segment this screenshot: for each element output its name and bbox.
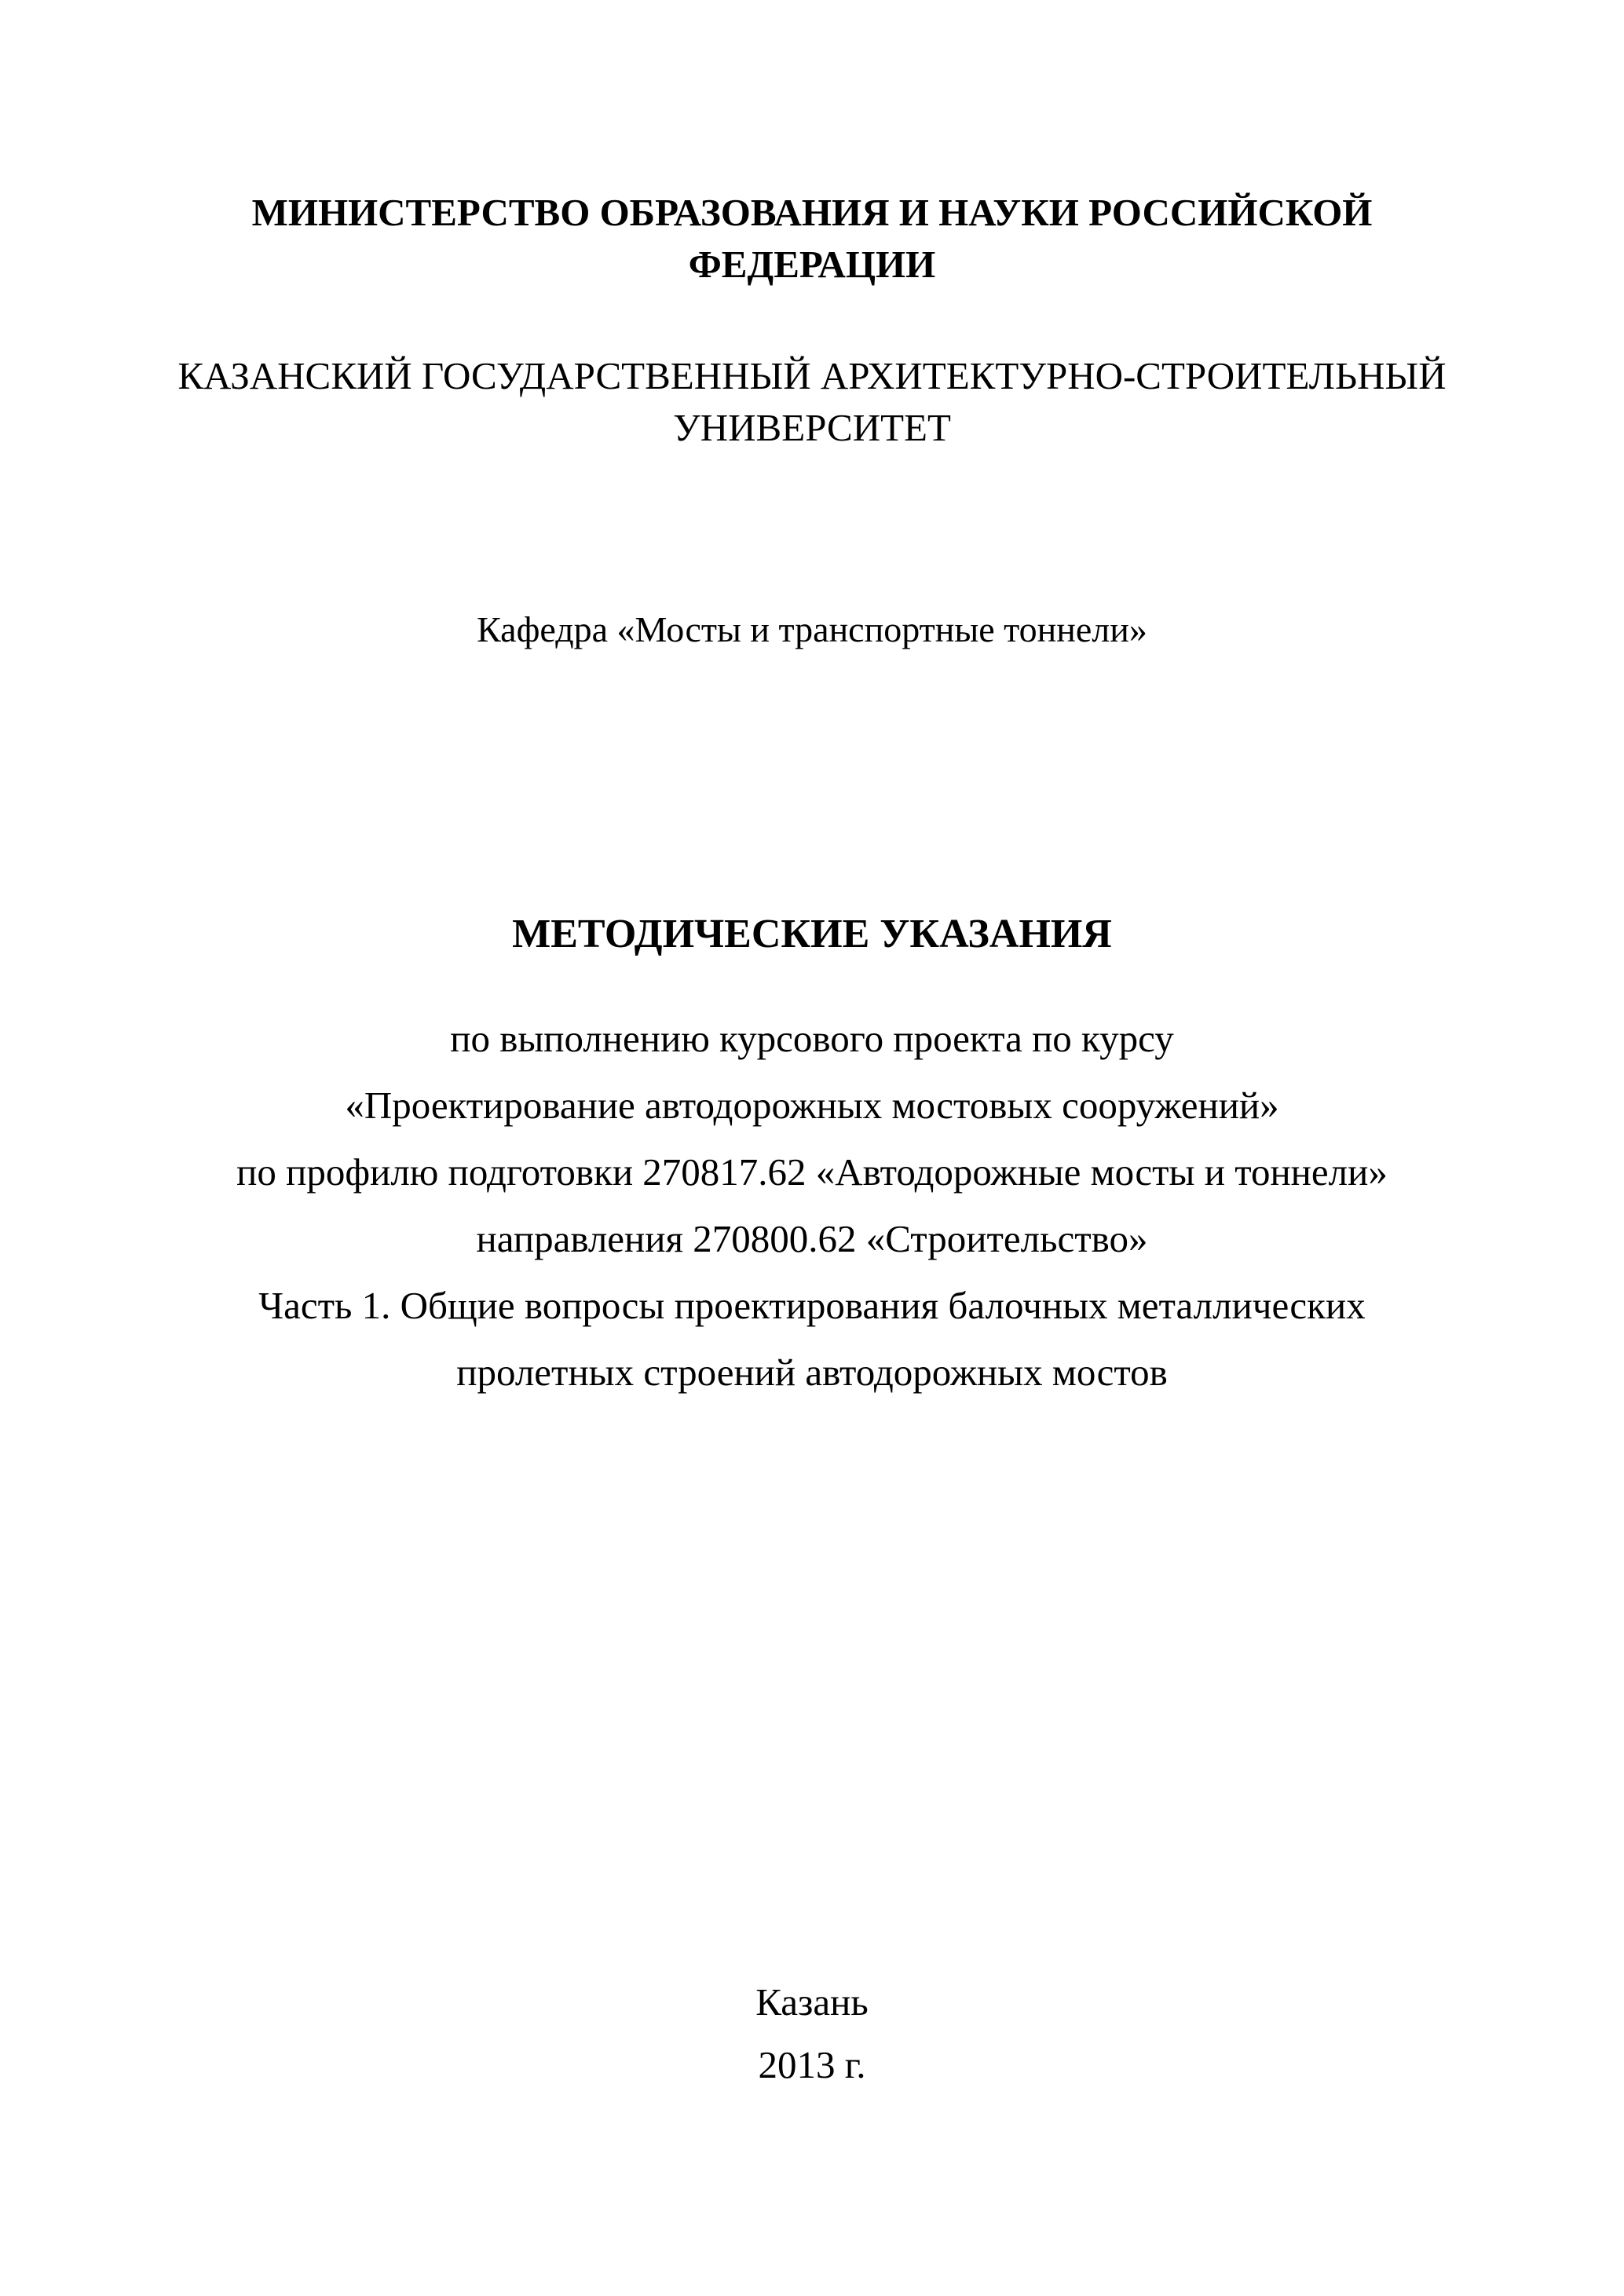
ministry-heading — [0, 187, 1624, 291]
subtitle-line: по выполнению курсового проекта по курсу — [450, 1017, 1174, 1060]
document-subtitle — [0, 1005, 1624, 1406]
subtitle-line: Часть 1. Общие вопросы проектирования балочных металлических — [258, 1284, 1366, 1327]
imprint — [0, 1971, 1624, 2097]
university-heading — [0, 350, 1624, 454]
university-line-2: УНИВЕРСИТЕТ — [673, 406, 951, 449]
imprint-city: Казань — [755, 1980, 869, 2024]
subtitle-line: направления 270800.62 «Строительство» — [476, 1217, 1148, 1260]
department-name — [0, 606, 1624, 653]
document-title-text: МЕТОДИЧЕСКИЕ УКАЗАНИЯ — [512, 912, 1112, 956]
subtitle-line: пролетных строений автодорожных мостов — [456, 1351, 1168, 1394]
subtitle-line: «Проектирование автодорожных мостовых сооружений» — [345, 1084, 1279, 1127]
document-title — [0, 907, 1624, 962]
ministry-line-2: ФЕДЕРАЦИИ — [688, 243, 936, 286]
imprint-year: 2013 г. — [758, 2043, 866, 2086]
ministry-line-1: МИНИСТЕРСТВО ОБРАЗОВАНИЯ И НАУКИ РОССИЙСКОЙ — [251, 191, 1373, 234]
university-line-1: КАЗАНСКИЙ ГОСУДАРСТВЕННЫЙ АРХИТЕКТУРНО-СТРОИТЕЛЬНЫЙ — [177, 354, 1447, 397]
subtitle-line: по профилю подготовки 270817.62 «Автодорожные мосты и тоннели» — [236, 1150, 1388, 1194]
department-line: Кафедра «Мосты и транспортные тоннели» — [477, 609, 1147, 649]
